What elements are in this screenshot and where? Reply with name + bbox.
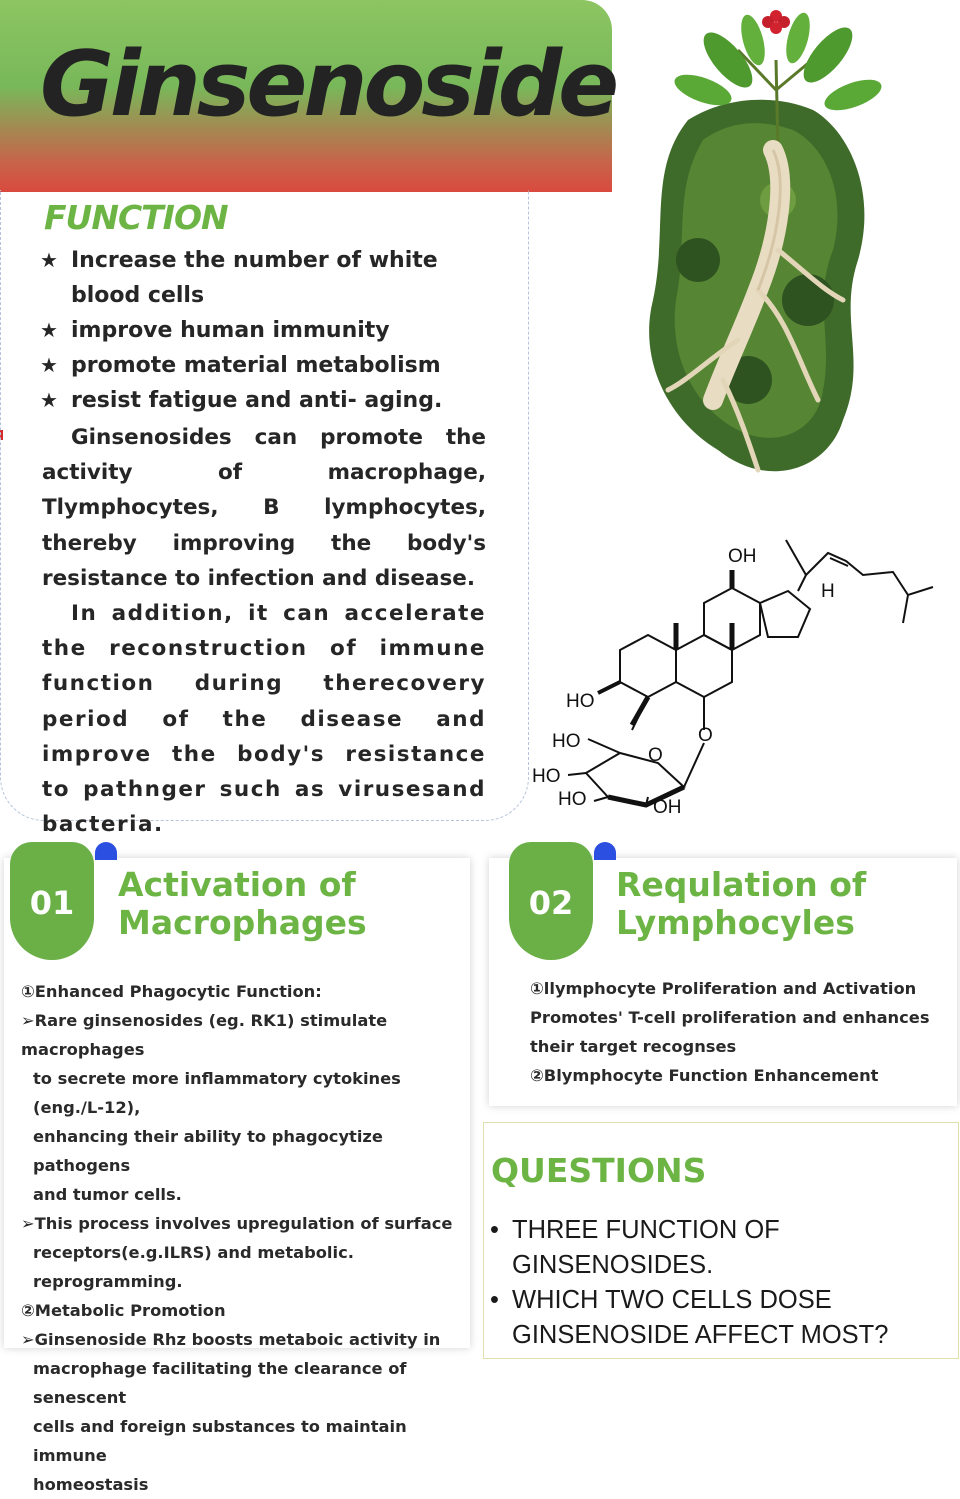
structure-label-oh: OH (728, 546, 757, 567)
structure-label-ho: HO (558, 789, 587, 810)
bullet-dot-icon: • (490, 1286, 499, 1314)
bullet-text: Increase the number of white blood cells (71, 248, 438, 308)
card-line: ②Metabolic Promotion (21, 1301, 226, 1320)
question-text: THREE FUNCTION OF GINSENOSIDES. (512, 1216, 780, 1279)
title-banner (0, 0, 616, 192)
card-line: ➢Rare ginsenosides (eg. RK1) stimulate macrophages (21, 1011, 388, 1059)
function-heading: FUNCTION (44, 198, 228, 237)
card-title (118, 866, 367, 942)
function-bullet-list (40, 243, 490, 418)
card-line: receptors(e.g.ILRS) and metabolic. reprogramming. (33, 1243, 354, 1291)
list-item (490, 1283, 960, 1353)
structure-label-ho: HO (552, 731, 581, 752)
structure-label-h: H (821, 581, 835, 602)
function-paragraph-2: In addition, it can accelerate the reconstruction of immune function during therecovery period of the disease and improve the body's resistance to pathnger such as virusesand bacteria. (42, 601, 486, 838)
list-item (40, 383, 490, 418)
ginsenoside-molecule-icon (528, 525, 960, 825)
star-icon: ★ (40, 388, 58, 412)
card-line: ①llymphocyte Proliferation and Activation (530, 979, 917, 998)
question-text: WHICH TWO CELLS DOSE GINSENOSIDE AFFECT MOST? (512, 1286, 889, 1349)
card-line: Promotes' T-cell proliferation and enhances (530, 1008, 930, 1027)
card-title-line: Requlation of (616, 865, 867, 904)
star-icon: ★ (40, 353, 58, 377)
card-title-line: Activation of (118, 865, 356, 904)
star-icon: ★ (40, 248, 58, 272)
structure-label-ho: HO (532, 766, 561, 787)
card-line: ②Blymphocyte Function Enhancement (530, 1066, 879, 1085)
number-badge (10, 842, 94, 960)
badge-dot-icon (594, 842, 616, 860)
card-line: cells and foreign substances to maintain immune (33, 1417, 407, 1465)
card-title-line: Lymphocyles (616, 903, 855, 942)
card-line: ➢This process involves upregulation of surface (21, 1214, 453, 1233)
card-line: homeostasis (33, 1475, 149, 1494)
bullet-dot-icon: • (490, 1216, 499, 1244)
badge-number: 02 (528, 884, 574, 922)
list-item (40, 313, 490, 348)
questions-list (490, 1213, 960, 1353)
page-title: Ginsenoside (40, 32, 616, 137)
card-line: enhancing their ability to phagocytize pathogens (33, 1127, 383, 1175)
structure-label-o: O (648, 745, 663, 766)
bullet-text: improve human immunity (71, 318, 390, 343)
number-badge (509, 842, 593, 960)
card-body (21, 977, 466, 1499)
badge-number: 01 (29, 884, 75, 922)
badge-dot-icon (95, 842, 117, 860)
card-body (530, 974, 950, 1090)
list-item (40, 348, 490, 383)
card-line: and tumor cells. (33, 1185, 182, 1204)
card-line: their target recognses (530, 1037, 737, 1056)
ginseng-root-icon (628, 0, 928, 490)
structure-label-oh: OH (653, 797, 682, 818)
questions-panel (483, 1122, 959, 1359)
list-item (490, 1213, 960, 1283)
bullet-text: promote material metabolism (71, 353, 441, 378)
card-line: macrophage facilitating the clearance of senescent (33, 1359, 407, 1407)
card-line: ➢Ginsenoside Rhz boosts metaboic activity in (21, 1330, 441, 1349)
questions-heading: QUESTIONS (491, 1151, 707, 1190)
card-line: to secrete more inflammatory cytokines (eng./L-12), (33, 1069, 401, 1117)
card-title (616, 866, 866, 942)
structure-label-o: O (698, 725, 713, 746)
star-icon: ★ (40, 318, 58, 342)
list-item (40, 243, 490, 313)
card-line: ①Enhanced Phagocytic Function: (21, 982, 322, 1001)
bullet-text: resist fatigue and anti- aging. (71, 388, 443, 413)
function-paragraph-1: Ginsenosides can promote the activity of macrophage, Tlymphocytes, B lymphocytes, thereby improving the body's resistance to infection and disease. (42, 425, 486, 591)
structure-label-ho: HO (566, 691, 595, 712)
card-title-line: Macrophages (118, 903, 367, 942)
